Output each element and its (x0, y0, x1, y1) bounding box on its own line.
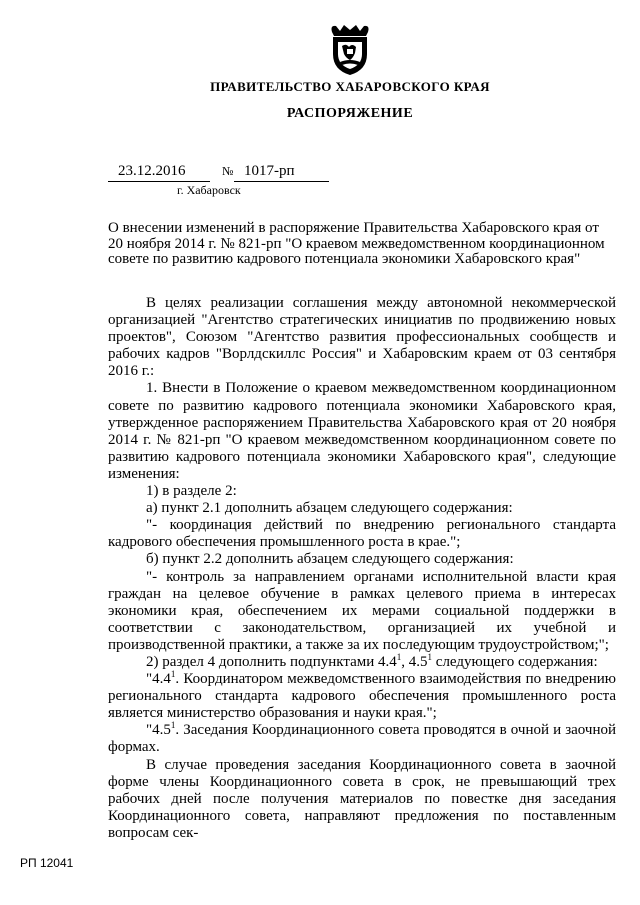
paragraph-section-4: 2) раздел 4 дополнить подпунктами $4.4^1$, $4.5^1$ следующего содержания: (146, 651, 598, 670)
document-number: 1017-рп (244, 163, 295, 179)
superscript: 1 (170, 669, 176, 680)
paragraph-remote-meeting: В случае проведения заседания Координационного совета в заочной форме члены Координационного совета в срок, не превышающий трех рабочих дней после получения материалов по повестке дня заседания Координационного совета, направляют предложения по поставленным вопросам сек- (108, 756, 616, 841)
paragraph-item-2-2: б) пункт 2.2 дополнить абзацем следующего содержания: (146, 551, 514, 568)
coat-of-arms-icon (324, 22, 376, 76)
paragraph-quote-2-1: "- координация действий по внедрению регионального стандарта кадрового обеспечения промышленного роста в крае."; (108, 517, 616, 551)
paragraph-quote-2-2: "- контроль за направлением органами исполнительной власти края граждан на целевое обучение в рамках целевого приема в интересах экономики края, обеспечением их мерами социальной поддержки в соответствии с законодательством, организацией их учебной и производственной практики, а также за их последующим трудоустройством;"; (108, 568, 616, 653)
city: г. Хабаровск (177, 183, 241, 197)
superscript: 1 (427, 651, 433, 662)
document-body (108, 295, 616, 842)
number-sign: № (222, 164, 234, 178)
paragraph-preamble: В целях реализации соглашения между автономной некоммерческой организацией "Агентство стратегических инициатив по продвижению новых проектов", Союзом "Агентство развития профессиональных сообществ и рабочих кадров "Ворлдскиллс Россия" и Хабаровским краем от 03 сентября 2016 г.: (108, 295, 616, 380)
paragraph-section-2: 1) в разделе 2: (146, 483, 237, 500)
paragraph-quote-4-5: "$4.5^1$. Заседания Координационного совета проводятся в очной и заочной формах. (108, 720, 616, 756)
document-title: О внесении изменений в распоряжение Правительства Хабаровского края от 20 ноября 2014 г. № 821-рп "О краевом межведомственном координационном совете по развитию кадрового потенциала экономики Хабаровского края" (108, 220, 605, 267)
number-underline (234, 181, 329, 182)
paragraph-quote-4-4: "$4.4^1$. Координатором межведомственного взаимодействия по внедрению регионального стандарта кадрового обеспечения промышленного роста является министерство образования и науки края."; (108, 669, 616, 722)
document-type: РАСПОРЯЖЕНИЕ (286, 106, 414, 121)
document-code: РП 12041 (20, 856, 74, 870)
superscript: 1 (170, 720, 176, 731)
paragraph-item-1: 1. Внести в Положение о краевом межведомственном координационном совете по развитию кадрового потенциала экономики Хабаровского края, утвержденное распоряжением Правительства Хабаровского края от 20 ноября 2014 г. № 821-рп "О краевом межведомственном координационном совете по развитию кадрового потенциала экономики Хабаровского края", следующие изменения: (108, 380, 616, 482)
government-name: ПРАВИТЕЛЬСТВО ХАБАРОВСКОГО КРАЯ (210, 79, 490, 94)
paragraph-item-2-1: а) пункт 2.1 дополнить абзацем следующего содержания: (146, 500, 513, 517)
date-number-line (108, 163, 338, 183)
document-date: 23.12.2016 (118, 163, 186, 179)
date-underline (108, 181, 210, 182)
superscript: 1 (396, 651, 402, 662)
